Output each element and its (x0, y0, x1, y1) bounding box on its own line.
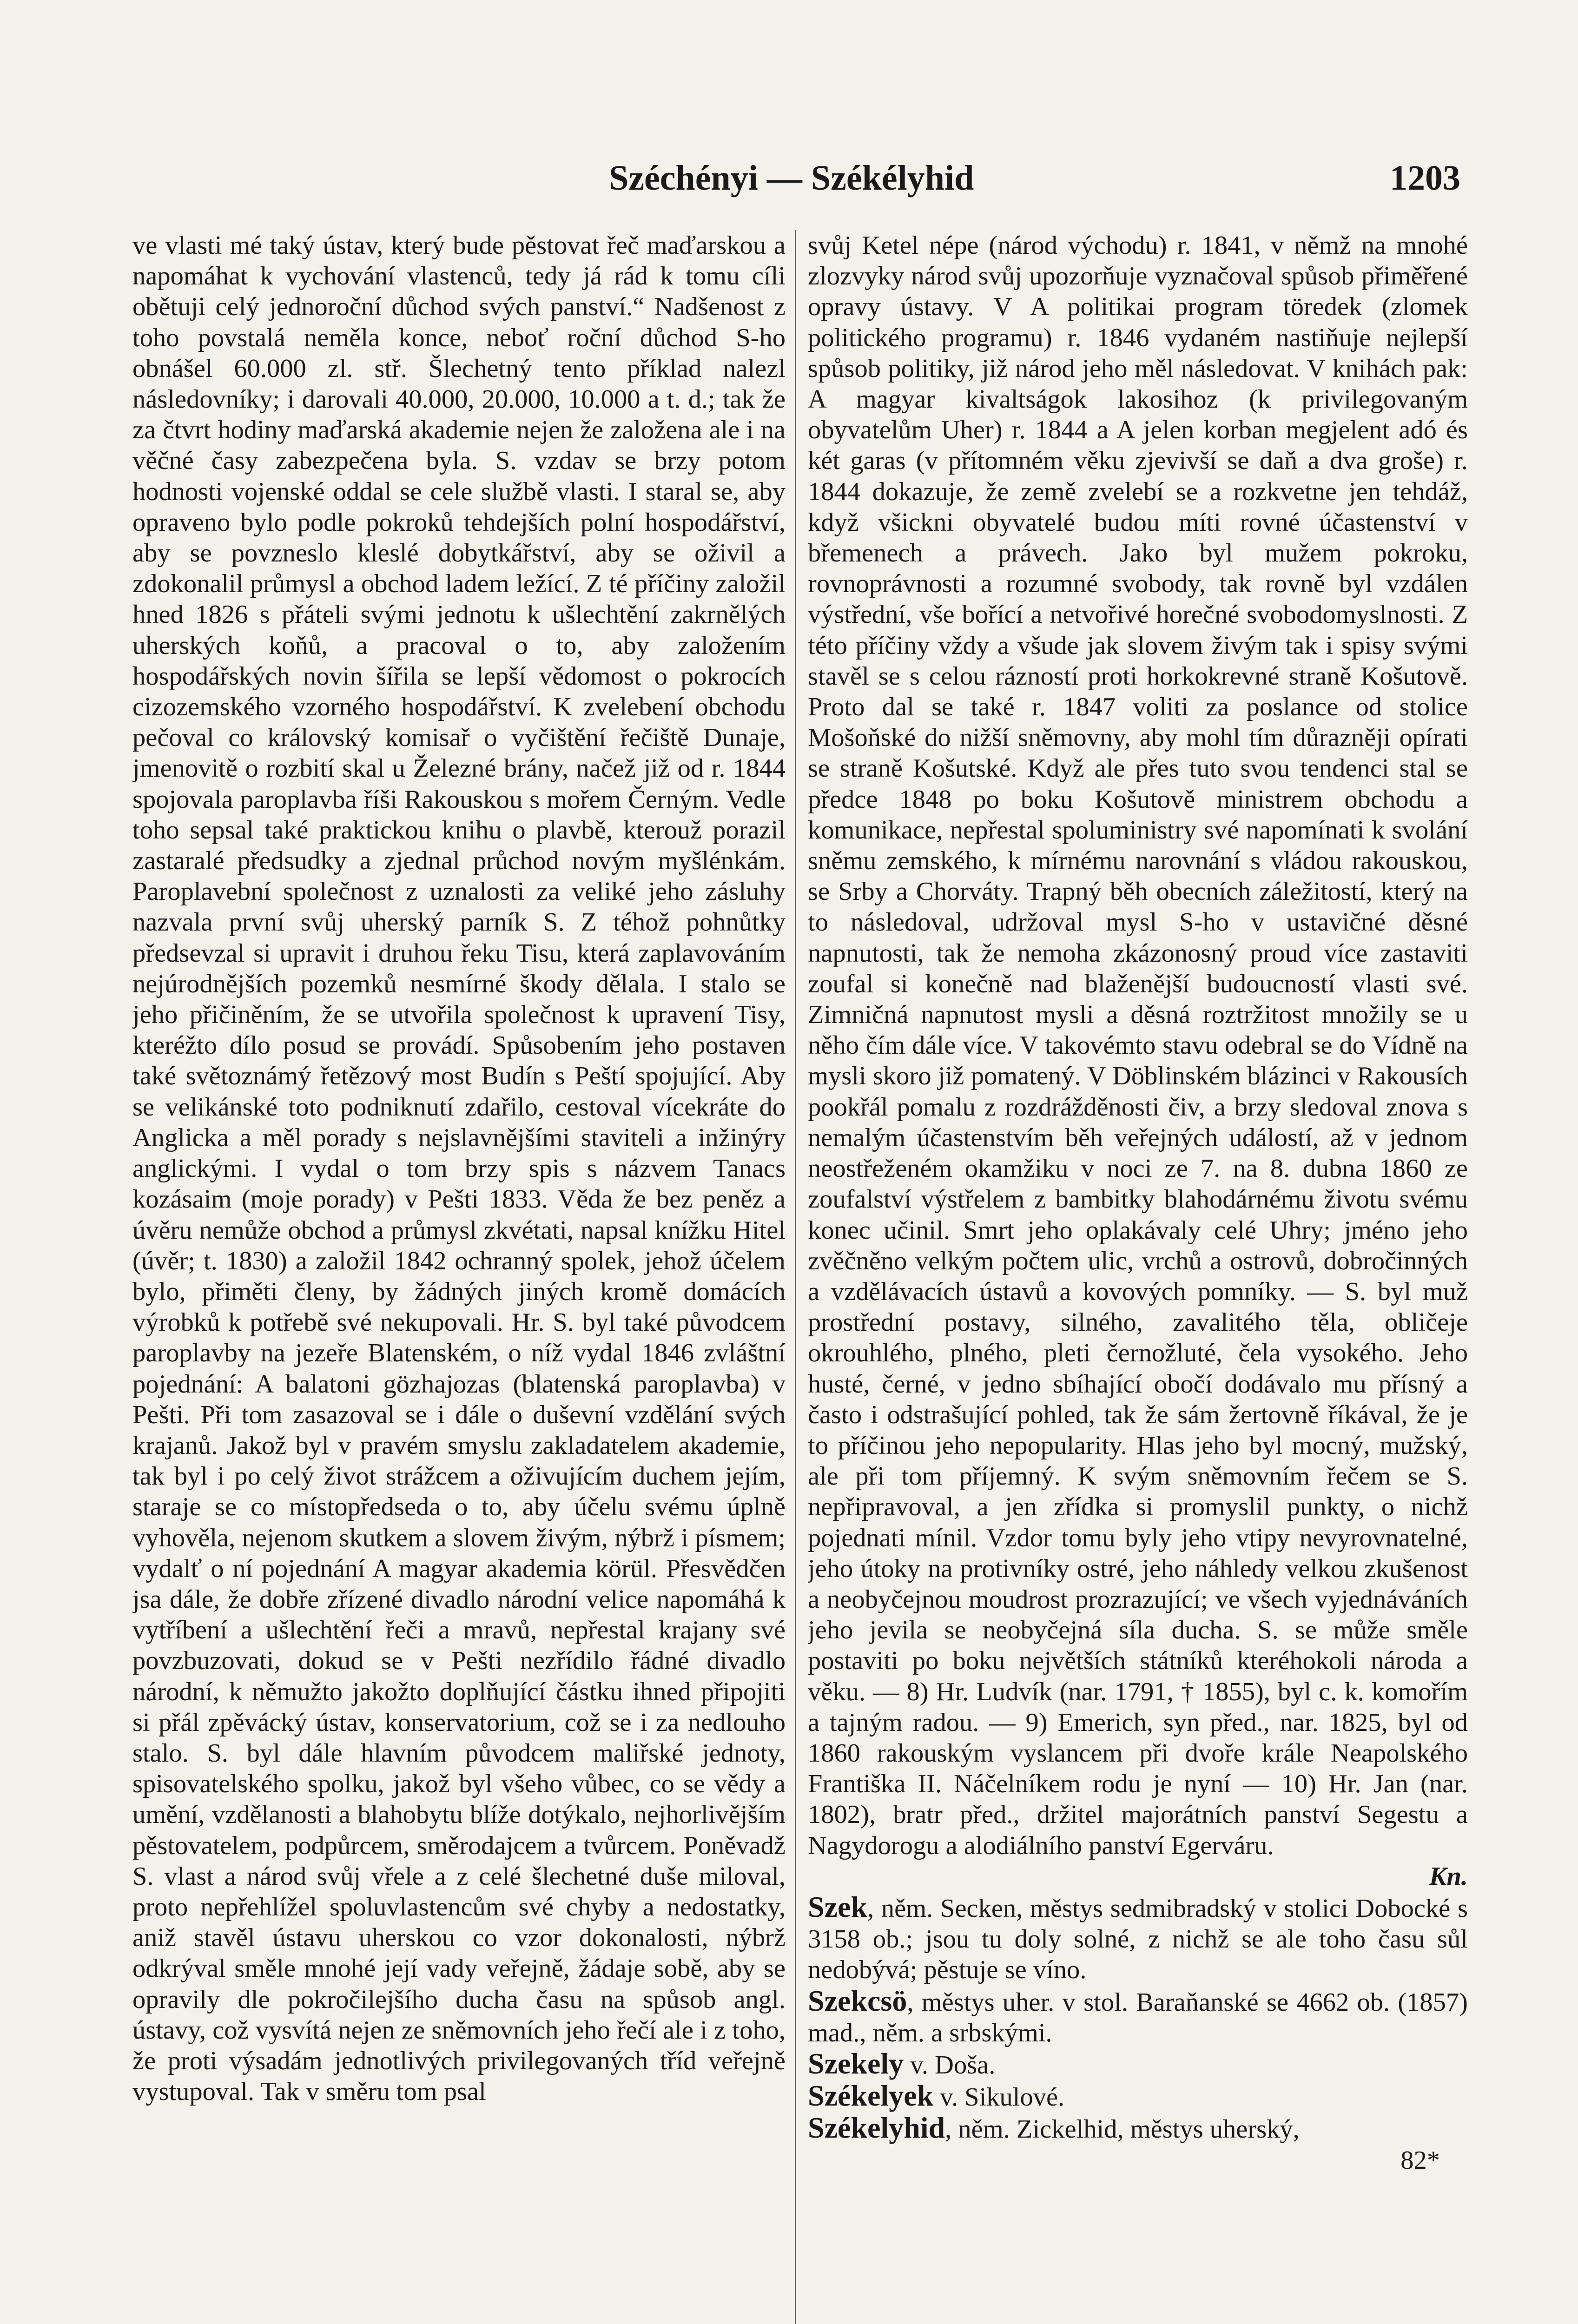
right-column-text: svůj Ketel népe (národ východu) r. 1841, v němž na mnohé zlozvyky národ svůj upozorňuje vyznačoval spůsob přiměřené opravy ústavy. V A politikai program töredek (zlomek politického programu) r. 1846 vydaném nastiňuje nejlepší spůsob politiky, již národ jeho měl následovat. V knihách pak: A magyar kivaltságok lakosihoz (k privilegovaným obyvatelům Uher) r. 1844 a A jelen korban megjelent adó és két garas (v přítomném věku zjevivší se daň a dva groše) r. 1844 dokazuje, že země zvelebí se a rozkvetne jen tehdáž, když všickni obyvatelé budou míti rovné účastenství v břemenech a právech. Jako byl mužem pokroku, rovnoprávnosti a rozumné svobody, tak rovně byl vzdálen výstřední, vše bořící a netvořivé horečné svobodomyslnosti. Z této příčiny vždy a všude jak slovem živým tak i spisy svými stavěl se s celou rázností proti horkokrevné straně Košutově. Proto dal se také r. 1847 voliti za poslance od stolice Mošoňské do nižší sněmovny, aby mohl tím důrazněji opírati se straně Košutské. Když ale přes tuto svou tendenci stal se předce 1848 po boku Košutově ministrem obchodu a komunikace, nepřestal spoluministry své napomínati k svolání sněmu zemského, k mírnému narovnání s vládou rakouskou, se Srby a Chorváty. Trapný běh obecních záležitostí, který na to následoval, udržoval mysl S-ho v ustavičné děsné napnutosti, tak že nemoha zkázonosný proud více zastaviti zoufal si konečně nad blaženější budoucností vlasti své. Zimničná napnutost mysli a děsná roztržitost množily se u něho čím dále více. V takovémto stavu odebral se do Vídně na mysli skoro již pomatený. V Döblinském blázinci v Rakousích pookřál pomalu z rozdrážděnosti čiv, a brzy sledoval znova s nemalým účastenstvím běh veřejných událostí, až v jednom neostřeženém okamžiku v noci ze 7. na 8. dubna 1860 ze zoufalství výstřelem z bambitky blahodárnému životu svému konec učinil. Smrt jeho oplakávaly celé Uhry; jméno jeho zvěčněno velkým počtem ulic, vrchů a ostrovů, dobročinných a vzdělávacích ústavů a kovových pomníky. — S. byl muž prostřední postavy, silného, zavalitého těla, obličeje okrouhlého, plného, pleti černožluté, čela vysokého. Jeho husté, černé, v jedno sbíhající obočí dodávalo mu přísný a často i odstrašující pohled, tak že sám žertovně říkával, že je to příčinou jeho nepopularity. Hlas jeho byl mocný, mužský, ale při tom příjemný. K svým sněmovním řečem se S. nepřipravoval, a jen zřídka si promyslil punkty, o nichž pojednati mínil. Vzdor tomu byly jeho vtipy nevyrovnatelné, jeho útoky na protivníky ostré, jeho náhledy velkou zkušenost a neobyčejnou moudrost prozrazující; ve všech vyjednáváních jeho jevila se neobyčejná síla ducha. S. se může směle postaviti po boku největších státníků kteréhokoli národa a věku. — 8) Hr. Ludvík (nar. 1791, † 1855), byl c. k. komořím a tajným radou. — 9) Emerich, syn před., nar. 1825, byl od 1860 rakouským vyslancem při dvoře krále Neapolského Františka II. Náčelníkem rodu je nyní — 10) Hr. Jan (nar. 1802), bratr před., držitel majorátních panství Segestu a Nagydorogu a alodiálního panství Egerváru. (808, 231, 1468, 1860)
entry-text: , něm. Zickelhid, městys uherský, (945, 2115, 1300, 2144)
entry-text: v. Doša. (904, 2050, 996, 2080)
signature-mark: 82* (1400, 2146, 1440, 2175)
column-divider (795, 230, 796, 2324)
entry-szekelyhid (808, 2113, 1468, 2145)
author-initials: Kn. (1429, 1862, 1468, 1891)
entry-head: Szekely (808, 2047, 904, 2080)
left-column-text: ve vlasti mé taký ústav, který bude pěstovat řeč maďarskou a napomáhat k vychování vlastenců, tedy já rád k tomu cíli obětuji celý jednoroční důchod svých panství.“ Nadšenost z toho povstalá neměla konce, neboť roční důchod S-ho obnášel 60.000 zl. stř. Šlechetný tento příklad nalezl následovníky; i darovali 40.000, 20.000, 10.000 a t. d.; tak že za čtvrt hodiny maďarská akademie nejen že založena ale i na věčné časy zabezpečena byla. S. vzdav se brzy potom hodnosti vojenské oddal se cele službě vlasti. I staral se, aby opraveno bylo podle pokroků tehdejších polní hospodářství, aby se povzneslo kleslé dobytkářství, aby se oživil a zdokonalil průmysl a obchod ladem ležící. Z té příčiny založil hned 1826 s přáteli svými jednotu k ušlechtění zakrnělých uherských koňů, a pracoval o to, aby založením hospodářských novin šířila se lepší vědomost o pokrocích cizozemského vzorného hospodářství. K zvelebení obchodu pečoval co královský komisař o vyčištění řečiště Dunaje, jmenovitě o rozbití skal u Železné brány, načež již od r. 1844 spojovala paroplavba říši Rakouskou s mořem Černým. Vedle toho sepsal také praktickou knihu o plavbě, kterouž porazil zastaralé předsudky a zjednal průchod novým myšlénkám. Paroplavební společnost z uznalosti za veliké jeho zásluhy nazvala první svůj uherský parník S. Z téhož pohnůtky předsevzal si upravit i druhou řeku Tisu, která zaplavováním nejúrodnějších pozemků nesmírné škody dělala. I stalo se jeho přičiněním, že se utvořila společnost k upravení Tisy, kteréžto dílo posud se provádí. Spůsobením jeho postaven také světoznámý řetězový most Budín s Peští spojující. Aby se velikánské toto podniknutí zdařilo, cestoval vícekráte do Anglicka a měl porady s nejslavnějšími staviteli a inžinýry anglickými. I vydal o tom brzy spis s názvem Tanacs kozásaim (moje porady) v Pešti 1833. Věda že bez peněz a úvěru nemůže obchod a průmysl zkvétati, napsal knížku Hitel (úvěr; t. 1830) a založil 1842 ochranný spolek, jehož účelem bylo, přiměti členy, by žádných jiných kromě domácích výrobků k potřebě své nekupovali. Hr. S. byl také původcem paroplavby na jezeře Blatenském, o níž vydal 1846 zvláštní pojednání: A balatoni gözhajozas (blatenská paroplavba) v Pešti. Při tom zasazoval se i dále o duševní vzdělání svých krajanů. Jakož byl v pravém smyslu zakladatelem akademie, tak byl i po celý život strážcem a oživujícím duchem jejím, staraje se co místopředseda o to, aby účelu svému úplně vyhověla, nejenom skutkem a slovem živým, nýbrž i písmem; vydalť o ní pojednání A magyar akademia körül. Přesvědčen jsa dále, že dobře zřízené divadlo národní velice napomáhá k vytříbení a ušlechtění řeči a mravů, nepřestal krajany své povzbuzovati, dokud se v Pešti nezřídilo řádné divadlo národní, k němužto jakožto doplňující částku ihned připojiti si přál zpěvácký ústav, konservatorium, což se i za nedlouho stalo. S. byl dále hlavním původcem maliřské jednoty, spisovatelského spolku, jakož byl všeho vůbec, co se vědy a umění, vzdělanosti a blahobytu blíže dotýkalo, nejhorlivějším pěstovatelem, podpůrcem, směrodajcem a tvůrcem. Poněvadž S. vlast a národ svůj vřele a z celé šlechetné duše miloval, proto nepřehlížel spoluvlastencům své chyby a nedostatky, aniž stavěl ústavu uherskou co vzor dokonalosti, nýbrž odkrýval směle mnohé její vady veřejně, žádaje sobě, aby se opravily dle pokročilejšího ducha času na spůsob angl. ústavy, což vysvítá nejen ze sněmovních jeho řečí ale i z toho, že proti výsadám jednotlivých privilegovaných tříd veřejně vystupoval. Tak v směru tom psal (132, 231, 786, 2106)
entry-head: Székelyhid (808, 2111, 945, 2145)
page-number: 1203 (1390, 158, 1460, 198)
entry-szekcso (808, 1986, 1468, 2048)
entry-head: Szekcsö (808, 1984, 907, 2017)
entry-szek (808, 1892, 1468, 1986)
entry-szekelyek (808, 2080, 1468, 2113)
right-column (808, 230, 1468, 2324)
running-head: Széchényi — Székélyhid (609, 158, 974, 198)
entry-text: v. Sikulové. (933, 2083, 1065, 2112)
entry-szekely (808, 2048, 1468, 2080)
page-header (0, 158, 1578, 209)
left-column (132, 230, 786, 2324)
entry-text: , něm. Secken, městys sedmibradský v stolici Dobocké s 3158 ob.; jsou tu doly solné, z nichž se ale toho času sůl nedobývá; pěstuje se víno. (808, 1894, 1468, 1985)
entry-text: , městys uher. v stol. Baraňanské se 4662 ob. (1857) mad., něm. a srbskými. (808, 1987, 1468, 2047)
entry-head: Székelyek (808, 2079, 934, 2113)
entry-head: Szek (808, 1890, 867, 1923)
